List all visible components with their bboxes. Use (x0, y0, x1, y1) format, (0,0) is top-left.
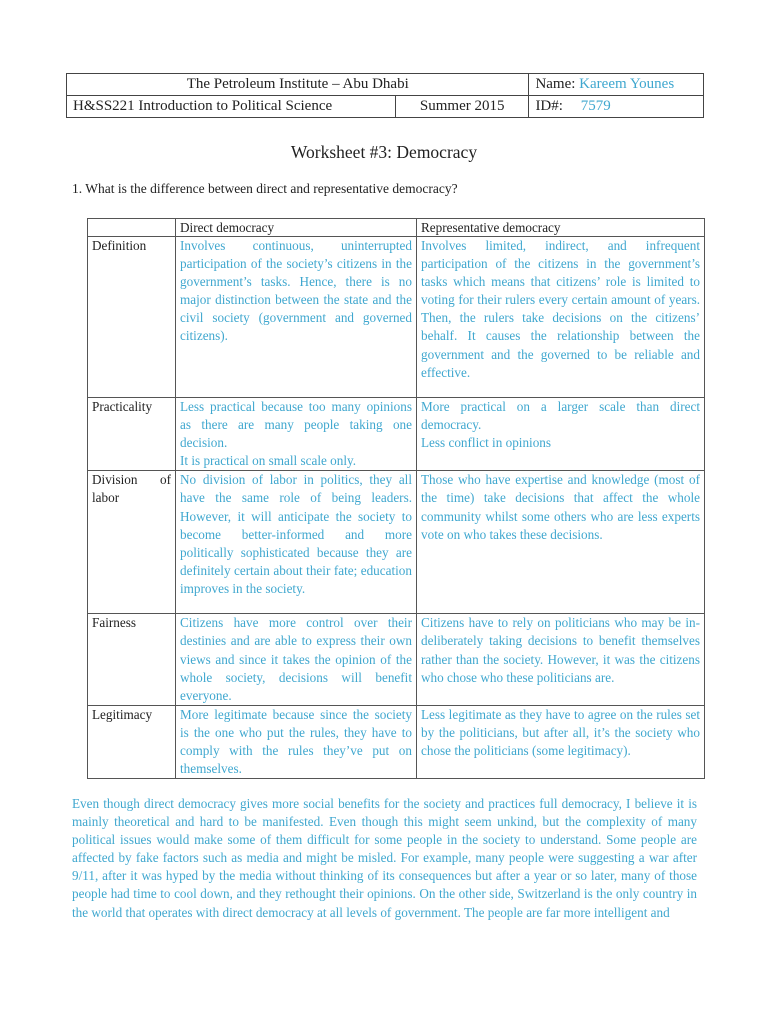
header-empty-cell (88, 219, 176, 237)
practicality-representative-cell (417, 398, 705, 471)
legitimacy-representative: Less legitimate as they have to agree on the rules set by the politicians, but after all, it’s the society who chose the politicians (some legitimacy). (417, 705, 705, 778)
division-representative: Those who have expertise and knowledge (most of the time) take decisions that affect the whole community whilst some others who are less experts vote on who takes these decisions. (417, 471, 705, 614)
name-label: Name: (535, 76, 576, 92)
row-label-definition: Definition (88, 237, 176, 398)
practicality-direct-2: It is practical on small scale only. (180, 453, 357, 469)
header-table (66, 73, 704, 118)
essay-paragraph: Even though direct democracy gives more social benefits for the society and practices full democracy, I believe it is mainly theoretical and hard to be manifested. Even though this might seem unkind, but the complexity of many political issues would make some of them difficult for some people in the society to understand. Some people are affected by fake factors such as media and might be misled. For example, many people were suggesting a war after 9/11, after it was hyped by the media without thinking of its consequences but after a year or so later, many of those people had time to cool down, and they rethought their opinions. On the other side, Switzerland is the only country in the world that operates with direct democracy at all levels of government. The people are far more intelligent and (72, 796, 697, 920)
id-cell (529, 96, 704, 118)
practicality-representative: More practical on a larger scale than direct democracy. (421, 399, 700, 433)
division-direct: No division of labor in politics, they all have the same role of being leaders. However, it will anticipate the society to become better-informed and more politically sophisticated because they are definitely certain about their fate; education improves in the society. (176, 471, 417, 614)
column-header-direct: Direct democracy (176, 219, 417, 237)
question-1: 1. What is the difference between direct and representative democracy? (72, 181, 458, 196)
name-cell (529, 74, 704, 96)
comparison-table (87, 218, 705, 779)
table-row-definition (88, 237, 705, 398)
table-header-row (88, 219, 705, 237)
practicality-direct: Less practical because too many opinions as there are many people taking one decision. (180, 399, 412, 451)
row-label-division-of-labor: Division of labor (88, 471, 176, 614)
column-header-representative: Representative democracy (417, 219, 705, 237)
practicality-representative-2: Less conflict in opinions (421, 435, 552, 451)
row-label-legitimacy: Legitimacy (88, 705, 176, 778)
fairness-representative: Citizens have to rely on politicians who may be in-deliberately taking decisions to benefit themselves rather than the society. However, it was the citizens who chose who these politicians are. (417, 614, 705, 705)
table-row-division-of-labor (88, 471, 705, 614)
header-row-2 (67, 96, 704, 118)
row-label-fairness: Fairness (88, 614, 176, 705)
legitimacy-direct: More legitimate because since the society is the one who put the rules, they have to comply with the rules they’ve put on themselves. (176, 705, 417, 778)
id-value: 7579 (580, 98, 611, 114)
definition-direct: Involves continuous, uninterrupted participation of the society’s citizens in the government’s tasks. Hence, there is no major distinction between the state and the civil society (government and governed citizens). (176, 237, 417, 398)
practicality-direct-cell (176, 398, 417, 471)
institute-name: The Petroleum Institute – Abu Dhabi (67, 74, 529, 96)
worksheet-title: Worksheet #3: Democracy (290, 142, 478, 162)
header-row-1 (67, 74, 704, 96)
definition-representative: Involves limited, indirect, and infrequent participation of the citizens in the government’s tasks which means that citizens’ role is limited to voting for their rulers every certain amount of years. Then, the rulers take decisions on the citizens’ behalf. It causes the relationship between the government and the governed to be reliable and effective. (417, 237, 705, 398)
id-label: ID#: (535, 98, 563, 114)
table-row-practicality (88, 398, 705, 471)
table-row-legitimacy (88, 705, 705, 778)
row-label-practicality: Practicality (88, 398, 176, 471)
fairness-direct: Citizens have more control over their destinies and are able to express their own views and since it takes the opinion of the whole society, decisions will benefit everyone. (176, 614, 417, 705)
table-row-fairness (88, 614, 705, 705)
course-name: H&SS221 Introduction to Political Science (67, 96, 396, 118)
term: Summer 2015 (396, 96, 529, 118)
name-value: Kareem Younes (579, 76, 675, 92)
